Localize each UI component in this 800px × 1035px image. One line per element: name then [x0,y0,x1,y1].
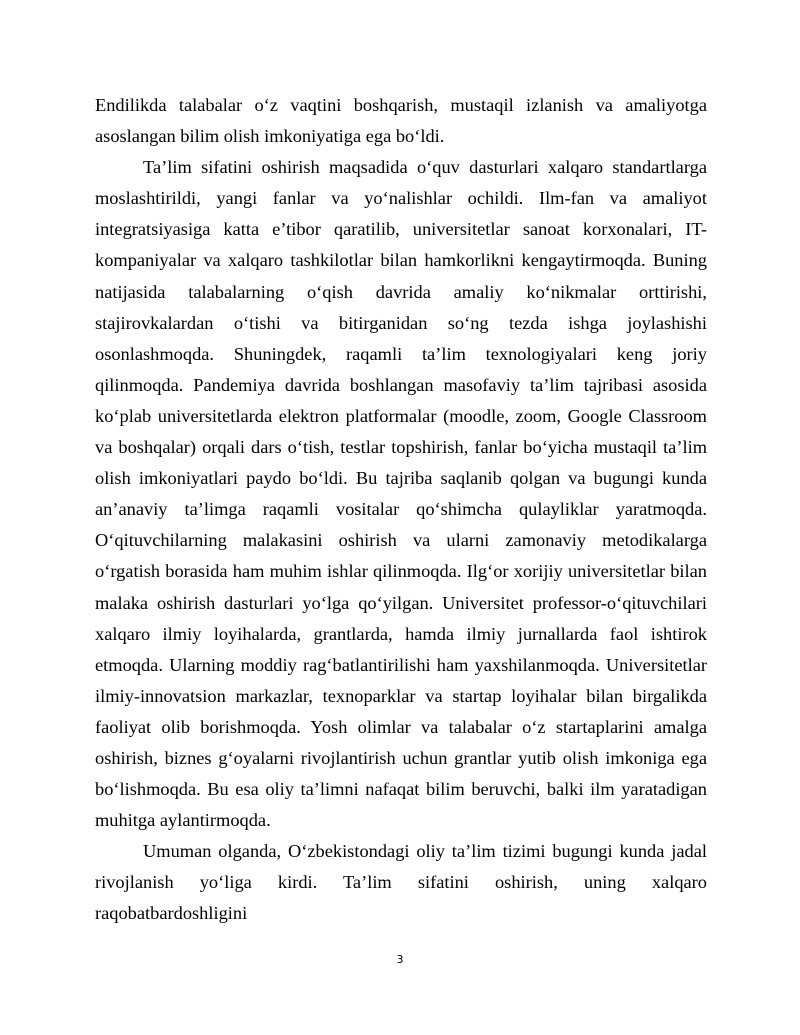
page-number: 3 [396,953,404,966]
paragraph-2: Ta’lim sifatini oshirish maqsadida o‘quv dasturlari xalqaro standartlarga moslashtirildi, yangi fanlar va yo‘nalishlar ochildi. Ilm-fan va amaliyot integratsiyasiga katta e’tibor qaratilib, universitetlar sanoat korxonalari, IT-kompaniyalar va xalqaro tashkilotlar bilan hamkorlikni kengaytirmoqda. Buning natijasida talabalarning o‘qish davrida amaliy ko‘nikmalar orttirishi, stajirovkalardan o‘tishi va bitirganidan so‘ng tezda ishga joylashishi osonlashmoqda. Shuningdek, raqamli ta’lim texnologiyalari keng joriy qilinmoqda. Pandemiya davrida boshlangan masofaviy ta’lim tajribasi asosida ko‘plab universitetlarda elektron platformalar (moodle, zoom, Google Classroom va boshqalar) orqali dars o‘tish, testlar topshirish, fanlar bo‘yicha mustaqil ta’lim olish imkoniyatlari paydo bo‘ldi. Bu tajriba saqlanib qolgan va bugungi kunda an’anaviy ta’limga raqamli vositalar qo‘shimcha qulayliklar yaratmoqda. O‘qituvchilarning malakasini oshirish va ularni zamonaviy metodikalarga o‘rgatish borasida ham muhim ishlar qilinmoqda. Ilg‘or xorijiy universitetlar bilan malaka oshirish dasturlari yo‘lga qo‘yilgan. Universitet professor-o‘qituvchilari xalqaro ilmiy loyihalarda, grantlarda, hamda ilmiy jurnallarda faol ishtirok etmoqda. Ularning moddiy rag‘batlantirilishi ham yaxshilanmoqda. Universitetlar ilmiy-innovatsion markazlar, texnoparklar va startap loyihalar bilan birgalikda faoliyat olib borishmoqda. Yosh olimlar va talabalar o‘z startaplarini amalga oshirish, biznes g‘oyalarni rivojlantirish uchun grantlar yutib olish imkoniga ega bo‘lishmoqda. Bu esa oliy ta’limni nafaqat bilim beruvchi, balki ilm yaratadigan muhitga aylantirmoqda. [95,157,707,831]
document-body [95,90,707,930]
paragraph-3: Umuman olganda, O‘zbekistondagi oliy ta’lim tizimi bugungi kunda jadal rivojlanish yo‘liga kirdi. Ta’lim sifatini oshirish, uning xalqaro raqobatbardoshligini [95,841,707,924]
paragraph-1: Endilikda talabalar o‘z vaqtini boshqarish, mustaqil izlanish va amaliyotga asoslangan bilim olish imkoniyatiga ega bo‘ldi. [95,95,707,147]
